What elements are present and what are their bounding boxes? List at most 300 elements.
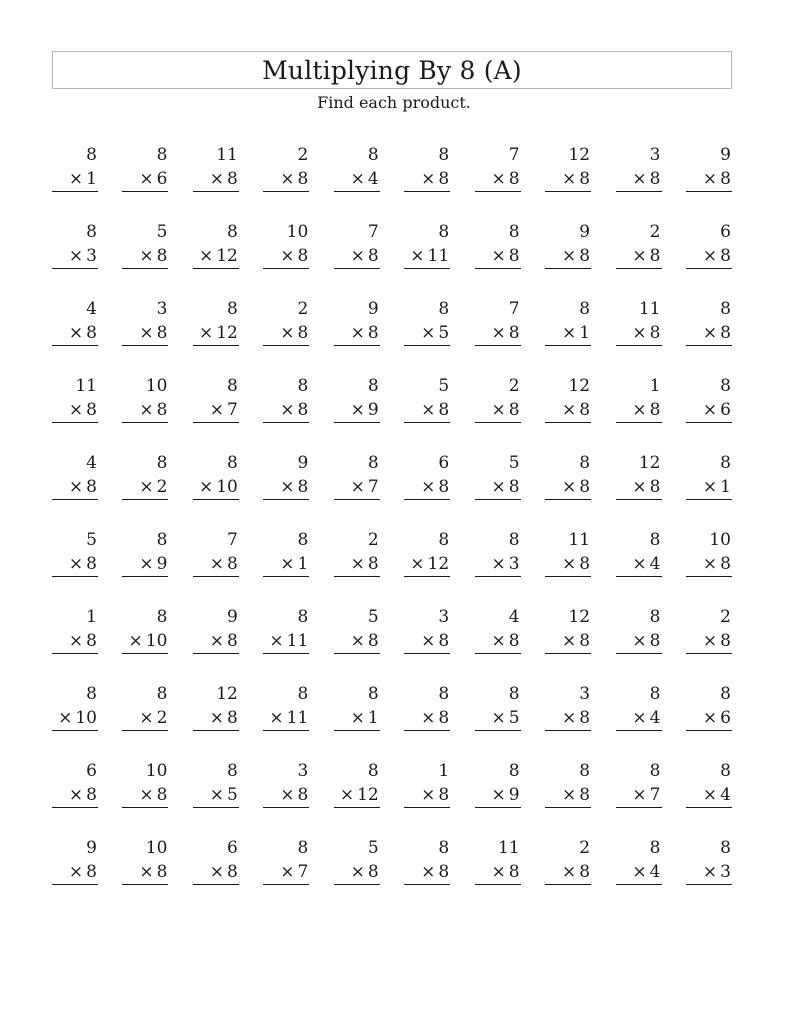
multiplication-problem [263, 528, 309, 605]
times-sign: × [139, 708, 154, 728]
multiplier-line [122, 244, 168, 269]
multiplicand: 6 [227, 838, 238, 858]
times-sign: × [269, 708, 284, 728]
multiplicand: 8 [579, 299, 591, 319]
multiplier-line [52, 244, 98, 269]
multiplication-problem [545, 220, 591, 297]
multiplicand: 3 [297, 761, 309, 781]
multiplier-line [52, 321, 98, 346]
times-sign: × [491, 323, 506, 343]
multiplicand: 8 [579, 453, 591, 473]
multiplicand: 5 [86, 530, 97, 550]
multiplicand: 8 [649, 684, 661, 704]
multiplier-line [475, 706, 521, 731]
multiplicand: 8 [438, 530, 450, 550]
multiplier-line [334, 860, 380, 885]
multiplier-line [545, 244, 591, 269]
multiplication-problem [404, 836, 450, 913]
multiplier-line [334, 783, 380, 808]
multiplier-line [545, 783, 591, 808]
multiplier-line [263, 475, 309, 500]
multiplicand: 8 [720, 838, 731, 858]
multiplier: 8 [297, 477, 309, 497]
multiplication-problem [334, 297, 380, 374]
times-sign: × [561, 554, 577, 574]
multiplication-problem [545, 682, 591, 759]
multiplier-line [545, 321, 591, 346]
multiplier: 8 [156, 246, 168, 266]
times-sign: × [68, 400, 84, 420]
times-sign: × [702, 477, 718, 497]
multiplier-line [122, 167, 168, 192]
times-sign: × [68, 862, 84, 882]
multiplicand: 1 [438, 761, 450, 781]
multiplier: 8 [86, 862, 97, 882]
multiplication-problem [404, 528, 450, 605]
problem-row [52, 682, 732, 759]
multiplicand: 5 [156, 222, 168, 242]
times-sign: × [209, 708, 225, 728]
multiplication-problem [193, 297, 239, 374]
multiplication-problem [404, 220, 450, 297]
multiplier-line [263, 706, 309, 731]
multiplier: 8 [649, 323, 661, 343]
multiplicand: 12 [216, 684, 238, 704]
multiplicand: 8 [227, 453, 238, 473]
multiplicand: 8 [227, 761, 238, 781]
multiplicand: 8 [438, 222, 450, 242]
multiplication-problem [193, 682, 239, 759]
multiplication-problem [52, 528, 98, 605]
multiplier-line [263, 860, 309, 885]
multiplier: 8 [86, 785, 97, 805]
multiplicand: 5 [367, 607, 379, 627]
multiplier-line [404, 783, 450, 808]
multiplication-problem [193, 836, 239, 913]
times-sign: × [702, 785, 718, 805]
multiplier: 8 [297, 785, 309, 805]
multiplier-line [263, 244, 309, 269]
multiplicand: 9 [227, 607, 238, 627]
multiplication-problem [545, 836, 591, 913]
multiplier-line [193, 783, 239, 808]
multiplicand: 12 [568, 376, 591, 396]
multiplier: 8 [438, 400, 450, 420]
times-sign: × [280, 554, 295, 574]
times-sign: × [702, 400, 718, 420]
multiplier: 4 [649, 708, 661, 728]
multiplier-line [475, 244, 521, 269]
multiplier-line [263, 552, 309, 577]
times-sign: × [421, 785, 436, 805]
times-sign: × [68, 246, 84, 266]
multiplier: 10 [75, 708, 97, 728]
multiplicand: 2 [649, 222, 661, 242]
multiplication-problem [616, 759, 662, 836]
multiplication-problem [52, 759, 98, 836]
multiplier-line [475, 167, 521, 192]
multiplicand: 7 [367, 222, 379, 242]
multiplier: 8 [720, 246, 731, 266]
times-sign: × [421, 323, 436, 343]
multiplicand: 6 [438, 453, 450, 473]
multiplication-problem [334, 759, 380, 836]
times-sign: × [561, 169, 577, 189]
times-sign: × [410, 554, 425, 574]
multiplicand: 8 [508, 530, 520, 550]
multiplier: 8 [86, 631, 97, 651]
times-sign: × [139, 169, 154, 189]
multiplicand: 8 [720, 761, 731, 781]
multiplier-line [545, 167, 591, 192]
multiplier: 8 [367, 631, 379, 651]
multiplicand: 9 [297, 453, 309, 473]
multiplication-problem [686, 143, 732, 220]
times-sign: × [561, 400, 577, 420]
times-sign: × [350, 246, 365, 266]
multiplier-line [263, 783, 309, 808]
multiplier-line [193, 167, 239, 192]
multiplicand: 8 [508, 222, 520, 242]
multiplier: 5 [227, 785, 238, 805]
times-sign: × [561, 631, 577, 651]
multiplication-problem [686, 682, 732, 759]
multiplicand: 1 [86, 607, 97, 627]
multiplication-problem [334, 605, 380, 682]
multiplier-line [686, 321, 732, 346]
multiplication-problem [263, 682, 309, 759]
multiplication-problem [122, 220, 168, 297]
multiplier: 8 [438, 862, 450, 882]
multiplication-problem [122, 528, 168, 605]
multiplication-problem [263, 220, 309, 297]
multiplication-problem [686, 528, 732, 605]
worksheet-instructions: Find each product. [317, 93, 471, 112]
multiplication-problem [616, 143, 662, 220]
multiplier-line [52, 398, 98, 423]
multiplicand: 8 [156, 145, 168, 165]
times-sign: × [421, 169, 436, 189]
times-sign: × [632, 246, 647, 266]
multiplier-line [686, 552, 732, 577]
multiplier: 7 [297, 862, 309, 882]
multiplier-line [475, 629, 521, 654]
multiplier: 8 [579, 246, 591, 266]
multiplicand: 10 [145, 761, 168, 781]
multiplier: 8 [156, 862, 168, 882]
multiplier-line [616, 860, 662, 885]
multiplicand: 8 [367, 376, 379, 396]
multiplier-line [334, 244, 380, 269]
multiplication-problem [334, 682, 380, 759]
multiplier: 12 [427, 554, 450, 574]
problem-grid [52, 143, 732, 913]
multiplication-problem [122, 451, 168, 528]
multiplier-line [52, 706, 98, 731]
multiplicand: 7 [508, 299, 520, 319]
multiplier-line [334, 398, 380, 423]
multiplier: 8 [86, 477, 97, 497]
multiplier: 8 [508, 400, 520, 420]
times-sign: × [280, 323, 295, 343]
multiplicand: 4 [86, 453, 97, 473]
multiplier: 8 [438, 631, 450, 651]
multiplicand: 8 [86, 145, 97, 165]
multiplication-problem [545, 143, 591, 220]
multiplication-problem [122, 374, 168, 451]
multiplier: 6 [156, 169, 168, 189]
times-sign: × [139, 862, 154, 882]
times-sign: × [421, 477, 436, 497]
times-sign: × [269, 631, 284, 651]
multiplicand: 10 [145, 838, 168, 858]
multiplication-problem [193, 605, 239, 682]
multiplication-problem [475, 759, 521, 836]
multiplicand: 8 [579, 761, 591, 781]
multiplication-problem [616, 220, 662, 297]
multiplication-problem [686, 374, 732, 451]
multiplier: 8 [720, 554, 731, 574]
multiplicand: 8 [227, 222, 238, 242]
times-sign: × [350, 477, 365, 497]
multiplication-problem [52, 836, 98, 913]
multiplicand: 9 [720, 145, 731, 165]
multiplier-line [404, 244, 450, 269]
multiplier: 8 [649, 477, 661, 497]
multiplier-line [404, 552, 450, 577]
times-sign: × [350, 169, 365, 189]
multiplier: 8 [86, 554, 97, 574]
times-sign: × [702, 862, 718, 882]
multiplication-problem [193, 220, 239, 297]
multiplier: 8 [227, 169, 238, 189]
multiplier-line [334, 552, 380, 577]
times-sign: × [702, 323, 718, 343]
multiplication-problem [475, 528, 521, 605]
times-sign: × [491, 554, 506, 574]
multiplier: 5 [508, 708, 520, 728]
multiplication-problem [263, 297, 309, 374]
multiplier: 8 [227, 631, 238, 651]
times-sign: × [209, 169, 225, 189]
multiplication-problem [475, 451, 521, 528]
multiplication-problem [52, 451, 98, 528]
multiplier-line [122, 321, 168, 346]
times-sign: × [209, 400, 225, 420]
multiplier: 8 [297, 323, 309, 343]
multiplier: 4 [367, 169, 379, 189]
times-sign: × [491, 477, 506, 497]
problem-row [52, 836, 732, 913]
multiplication-problem [616, 528, 662, 605]
multiplicand: 8 [156, 530, 168, 550]
multiplicand: 2 [367, 530, 379, 550]
multiplicand: 7 [227, 530, 238, 550]
multiplier-line [122, 398, 168, 423]
multiplier-line [122, 860, 168, 885]
multiplier-line [686, 244, 732, 269]
multiplication-problem [545, 374, 591, 451]
multiplier-line [545, 398, 591, 423]
multiplier: 10 [145, 631, 168, 651]
multiplier-line [475, 860, 521, 885]
multiplicand: 2 [508, 376, 520, 396]
multiplier: 8 [508, 323, 520, 343]
multiplier: 11 [427, 246, 450, 266]
multiplicand: 4 [86, 299, 97, 319]
multiplicand: 3 [579, 684, 591, 704]
multiplication-problem [404, 374, 450, 451]
times-sign: × [139, 400, 154, 420]
multiplier-line [404, 398, 450, 423]
multiplication-problem [334, 220, 380, 297]
multiplication-problem [193, 143, 239, 220]
multiplier: 8 [227, 862, 238, 882]
problem-row [52, 528, 732, 605]
multiplication-problem [334, 836, 380, 913]
multiplicand: 8 [367, 761, 379, 781]
multiplicand: 6 [720, 222, 731, 242]
times-sign: × [350, 631, 365, 651]
multiplication-problem [475, 836, 521, 913]
multiplicand: 4 [508, 607, 520, 627]
multiplication-problem [545, 297, 591, 374]
times-sign: × [68, 169, 84, 189]
multiplier-line [686, 706, 732, 731]
multiplicand: 8 [156, 453, 168, 473]
multiplier-line [616, 706, 662, 731]
multiplicand: 8 [227, 299, 238, 319]
multiplicand: 8 [367, 684, 379, 704]
times-sign: × [702, 554, 718, 574]
times-sign: × [561, 323, 577, 343]
multiplier: 2 [156, 708, 168, 728]
multiplier-line [404, 629, 450, 654]
times-sign: × [139, 323, 154, 343]
multiplier-line [616, 244, 662, 269]
multiplicand: 8 [297, 684, 309, 704]
times-sign: × [632, 169, 647, 189]
multiplication-problem [404, 143, 450, 220]
multiplier: 8 [649, 246, 661, 266]
multiplication-problem [52, 374, 98, 451]
multiplier-line [545, 706, 591, 731]
multiplication-problem [122, 759, 168, 836]
multiplier: 8 [508, 631, 520, 651]
times-sign: × [280, 477, 295, 497]
multiplicand: 11 [75, 376, 97, 396]
multiplication-problem [475, 220, 521, 297]
times-sign: × [139, 785, 154, 805]
multiplier: 8 [649, 631, 661, 651]
multiplicand: 2 [297, 299, 309, 319]
multiplication-problem [193, 451, 239, 528]
times-sign: × [491, 400, 506, 420]
times-sign: × [350, 862, 365, 882]
problem-row [52, 759, 732, 836]
multiplication-problem [686, 220, 732, 297]
times-sign: × [198, 246, 214, 266]
multiplier: 8 [579, 785, 591, 805]
multiplier-line [686, 167, 732, 192]
multiplier: 8 [156, 400, 168, 420]
multiplication-problem [404, 297, 450, 374]
multiplication-problem [263, 451, 309, 528]
times-sign: × [68, 323, 84, 343]
multiplicand: 10 [709, 530, 731, 550]
multiplier: 1 [720, 477, 731, 497]
times-sign: × [491, 631, 506, 651]
multiplier-line [334, 706, 380, 731]
times-sign: × [491, 169, 506, 189]
multiplicand: 11 [216, 145, 238, 165]
multiplicand: 8 [649, 530, 661, 550]
multiplier: 8 [649, 400, 661, 420]
multiplier: 7 [227, 400, 238, 420]
multiplier-line [616, 783, 662, 808]
multiplier: 8 [367, 246, 379, 266]
multiplicand: 12 [638, 453, 661, 473]
multiplier-line [122, 706, 168, 731]
multiplier-line [193, 860, 239, 885]
multiplication-problem [475, 297, 521, 374]
multiplier: 12 [216, 246, 238, 266]
multiplier-line [334, 167, 380, 192]
multiplicand: 8 [86, 222, 97, 242]
multiplier: 3 [720, 862, 731, 882]
times-sign: × [139, 477, 154, 497]
multiplication-problem [475, 143, 521, 220]
multiplier: 12 [357, 785, 379, 805]
multiplication-problem [193, 528, 239, 605]
times-sign: × [350, 554, 365, 574]
multiplier-line [616, 552, 662, 577]
multiplier: 3 [508, 554, 520, 574]
multiplication-problem [193, 759, 239, 836]
multiplication-problem [52, 297, 98, 374]
times-sign: × [58, 708, 73, 728]
multiplier-line [193, 706, 239, 731]
multiplicand: 3 [156, 299, 168, 319]
times-sign: × [702, 169, 718, 189]
multiplier-line [475, 783, 521, 808]
multiplicand: 8 [156, 607, 168, 627]
multiplier: 8 [156, 323, 168, 343]
multiplication-problem [545, 759, 591, 836]
multiplier: 1 [579, 323, 591, 343]
multiplier: 8 [297, 246, 309, 266]
multiplier-line [193, 475, 239, 500]
times-sign: × [702, 246, 718, 266]
multiplier: 11 [286, 631, 309, 651]
multiplier: 6 [720, 400, 731, 420]
multiplier: 6 [720, 708, 731, 728]
times-sign: × [139, 554, 154, 574]
times-sign: × [421, 400, 436, 420]
problem-row [52, 143, 732, 220]
multiplier: 8 [720, 169, 731, 189]
multiplication-problem [686, 605, 732, 682]
multiplication-problem [616, 605, 662, 682]
multiplication-problem [263, 143, 309, 220]
multiplier: 12 [216, 323, 238, 343]
times-sign: × [68, 785, 84, 805]
multiplier: 4 [649, 554, 661, 574]
multiplier-line [616, 321, 662, 346]
multiplication-problem [404, 451, 450, 528]
multiplier: 8 [86, 400, 97, 420]
times-sign: × [632, 554, 647, 574]
